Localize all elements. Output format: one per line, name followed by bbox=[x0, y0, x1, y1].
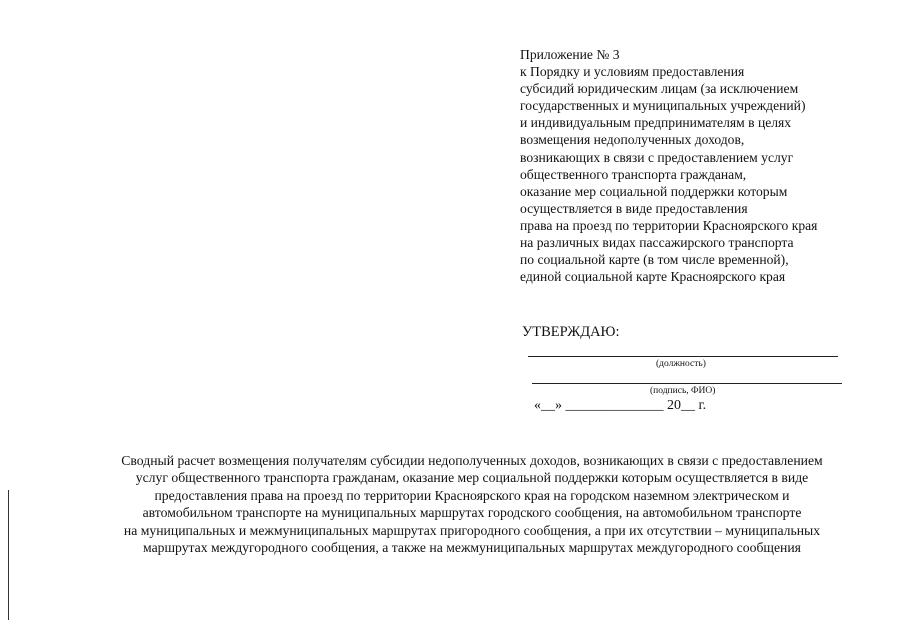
appendix-line: права на проезд по территории Красноярского края bbox=[520, 217, 818, 233]
appendix-line: осуществляется в виде предоставления bbox=[520, 200, 748, 216]
appendix-line: общественного транспорта гражданам, bbox=[520, 166, 747, 182]
summary-line: предоставления права на проезд по территории Красноярского края на городском наземном электрическом и bbox=[154, 487, 790, 503]
summary-line: автомобильном транспорте на муниципальных маршрутах городского сообщения, на автомобильном транспорте bbox=[142, 505, 802, 521]
summary-line: маршрутах междугородного сообщения, а также на межмуниципальных маршрутах междугородного сообщения bbox=[143, 540, 801, 556]
signature-line bbox=[532, 383, 842, 384]
summary-line: Сводный расчет возмещения получателям субсидии недополученных доходов, возникающих в связи с предоставлением bbox=[121, 453, 823, 468]
appendix-line: возмещения недополученных доходов, bbox=[520, 132, 745, 148]
position-caption: (должность) bbox=[656, 359, 706, 369]
appendix-line: по социальной карте (в том числе временной), bbox=[520, 252, 789, 268]
signature-caption: (подпись, ФИО) bbox=[650, 386, 716, 396]
summary-line: услуг общественного транспорта гражданам, оказание мер социальной поддержки которым осуществляется в виде bbox=[135, 470, 809, 486]
approval-heading: УТВЕРЖДАЮ: bbox=[522, 324, 620, 340]
appendix-line: государственных и муниципальных учреждений) bbox=[520, 98, 806, 114]
summary-line: на муниципальных и межмуниципальных маршрутах пригородного сообщения, а при их отсутствии – муниципальных bbox=[123, 522, 821, 538]
appendix-line: субсидий юридическим лицам (за исключением bbox=[520, 81, 799, 97]
margin-rule bbox=[8, 490, 9, 620]
appendix-title: Приложение № 3 bbox=[520, 47, 620, 62]
position-line bbox=[528, 356, 838, 357]
appendix-line: возникающих в связи с предоставлением услуг bbox=[520, 149, 794, 165]
appendix-line: на различных видах пассажирского транспорта bbox=[520, 235, 794, 251]
approval-date: «__» ______________ 20__ г. bbox=[534, 398, 707, 413]
appendix-header bbox=[520, 46, 904, 285]
summary-title bbox=[40, 452, 904, 556]
appendix-line: оказание мер социальной поддержки которым bbox=[520, 183, 788, 199]
appendix-line: к Порядку и условиям предоставления bbox=[520, 64, 745, 80]
appendix-line: и индивидуальным предпринимателям в целях bbox=[520, 115, 792, 131]
appendix-line: единой социальной карте Красноярского края bbox=[520, 269, 786, 285]
